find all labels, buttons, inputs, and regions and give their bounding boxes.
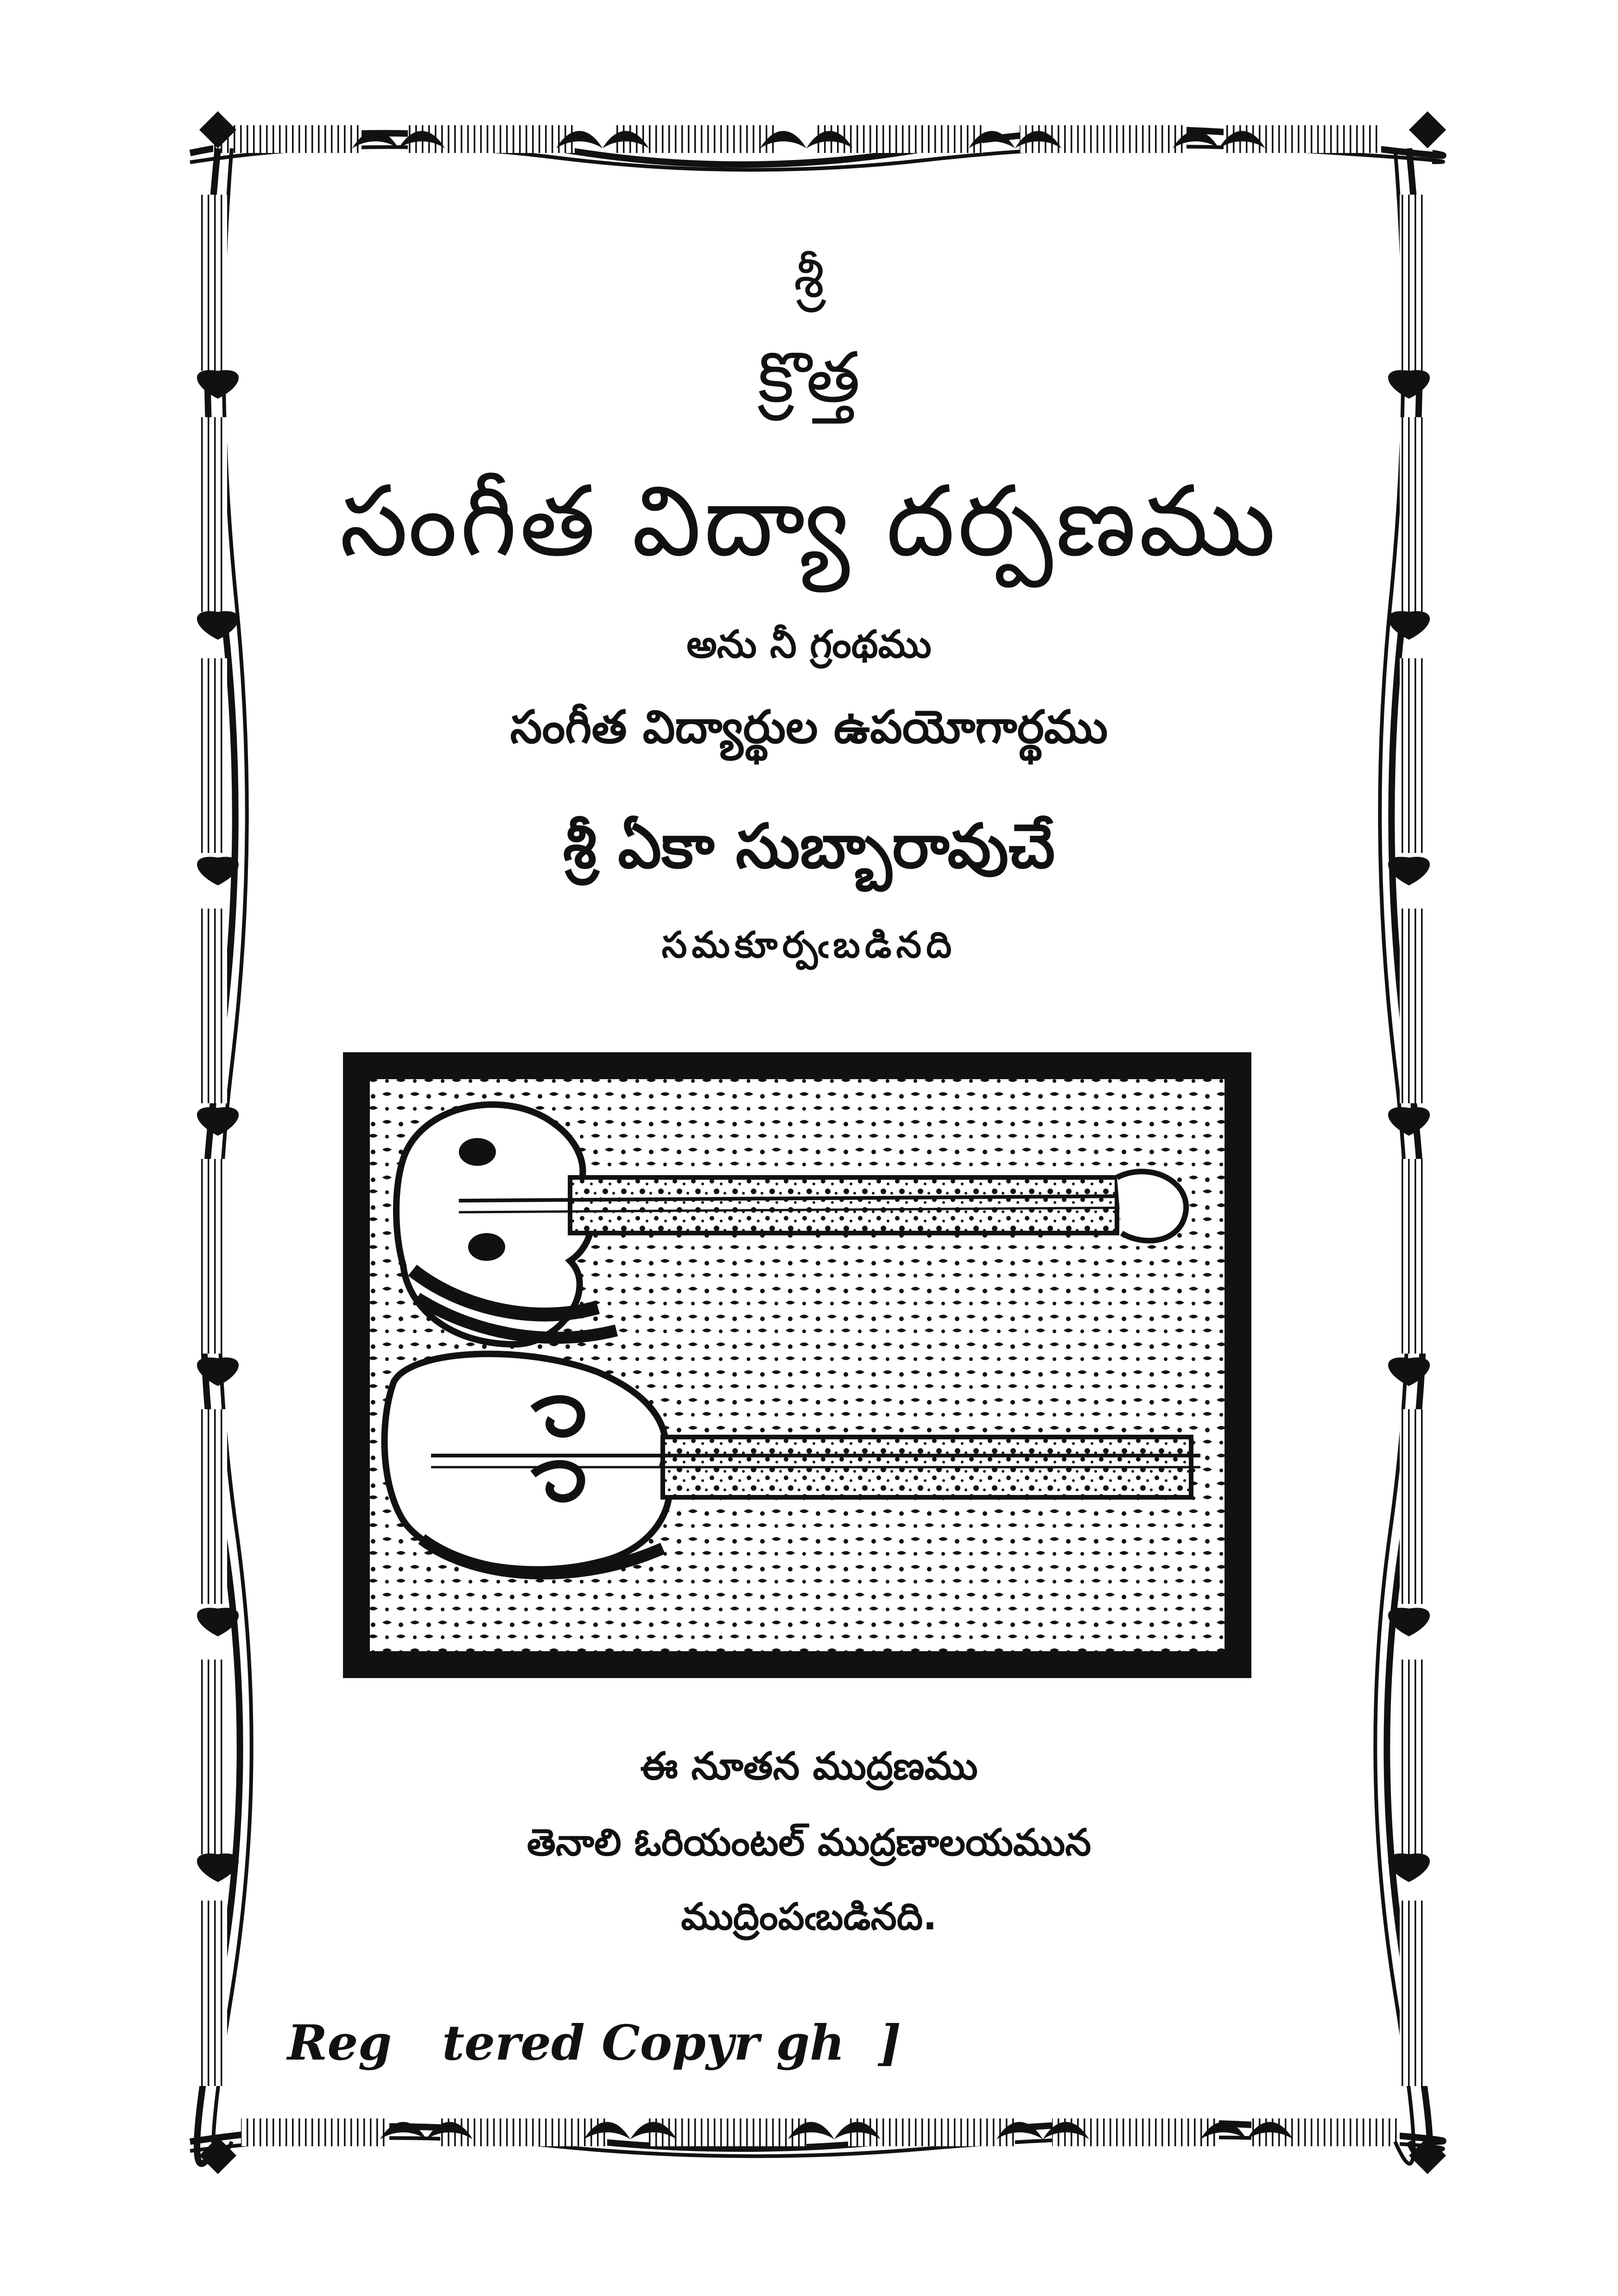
border-right (1375, 148, 1430, 2164)
border-left (197, 148, 252, 2164)
printing-line-1: ఈ నూతన ముద్రణము (640, 1744, 978, 1788)
sri-invocation: శ్రీ (793, 246, 825, 310)
edition-label: క్రొత్త (758, 337, 860, 418)
book-title: సంగీత విద్యా దర్పణము (339, 464, 1279, 578)
purpose-line: సంగీత విద్యార్థుల ఉపయోగార్థము (510, 701, 1108, 754)
printing-line-3: ముద్రింపఁబడినది. (681, 1895, 937, 1938)
compiled-line: సమకూర్పఁబడినది (661, 924, 957, 966)
copyright-notice: Reg tered Copyr gh ] (287, 2014, 901, 2071)
author-line: శ్రీ ఏకా సుబ్బారావుచే (563, 811, 1055, 882)
border-bottom (190, 2118, 1443, 2156)
printing-line-2: తెనాలి ఓరియంటల్ ముద్రణాలయమున (527, 1821, 1091, 1864)
subtitle-line: అను నీ గ్రంథము (686, 623, 932, 667)
veena-illustration (338, 1048, 1256, 1683)
border-top (190, 125, 1443, 170)
